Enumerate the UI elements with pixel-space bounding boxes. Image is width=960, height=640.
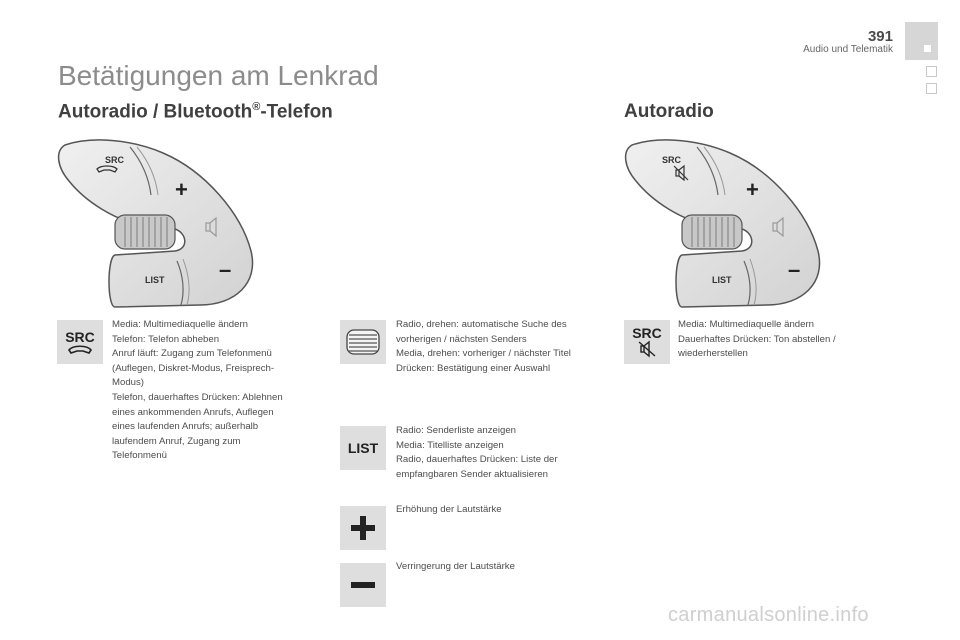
- src-phone-icon-tile: [57, 320, 103, 364]
- mute-speaker-icon: [637, 340, 657, 358]
- src-icon-label: SRC: [65, 329, 95, 345]
- src-icon-label: SRC: [632, 325, 662, 341]
- left-heading: [58, 101, 333, 123]
- volume-plus-symbol[interactable]: +: [746, 177, 759, 202]
- src-mute-icon-tile: [624, 320, 670, 364]
- wheel-icon-tile: [340, 320, 386, 364]
- src-phone-description: Media: Multimediaquelle ändern Telefon: Telefon abheben Anruf läuft: Zugang zum Telefonmenü (Auflegen, Diskret-Modus, Freisprech- Modus) Telefon, dauerhaftes Drücken: Ablehnen eines ankommenden Anrufs, Auflegen eines laufenden Anrufs; außerhalb laufendem Anruf, Zugang zum Telefonmenü: [112, 319, 283, 462]
- volume-plus-symbol[interactable]: +: [175, 177, 188, 202]
- volume-up-description: Erhöhung der Lautstärke: [396, 504, 502, 515]
- left-heading-main: Autoradio / Bluetooth: [58, 101, 253, 123]
- thumb-wheel[interactable]: [115, 215, 175, 249]
- phone-handset-icon: [67, 344, 93, 354]
- list-button-label[interactable]: LIST: [712, 275, 732, 285]
- right-heading: Autoradio: [624, 101, 714, 122]
- list-description: Radio: Senderliste anzeigen Media: Titelliste anzeigen Radio, dauerhaftes Drücken: Liste der empfangbaren Sender aktualisieren: [396, 425, 558, 480]
- volume-minus-symbol[interactable]: –: [788, 257, 801, 282]
- volume-down-icon-tile: [340, 563, 386, 607]
- page-number: 391: [867, 28, 893, 45]
- src-mute-description: Media: Multimediaquelle ändern Dauerhaftes Drücken: Ton abstellen / wiederherstellen: [678, 319, 836, 360]
- thumb-wheel-icon: [346, 329, 380, 355]
- registered-mark: ®: [252, 101, 261, 113]
- page-title: Betätigungen am Lenkrad: [58, 60, 379, 91]
- list-icon-label: LIST: [347, 440, 379, 456]
- footer-watermark: carmanualsonline.info: [668, 604, 869, 626]
- volume-minus-symbol[interactable]: –: [219, 257, 232, 282]
- list-button-label[interactable]: LIST: [145, 275, 165, 285]
- chapter-tab-active[interactable]: [905, 22, 938, 60]
- chapter-tab[interactable]: [926, 83, 937, 94]
- left-heading-suffix: -Telefon: [260, 101, 333, 123]
- steering-controls-phone-illustration: [55, 133, 265, 313]
- plus-icon: [350, 515, 376, 541]
- volume-up-icon-tile: [340, 506, 386, 550]
- thumb-wheel[interactable]: [682, 215, 742, 249]
- volume-down-description: Verringerung der Lautstärke: [396, 561, 515, 572]
- section-label: Audio und Telematik: [803, 44, 893, 55]
- wheel-description: Radio, drehen: automatische Suche des vorherigen / nächsten Senders Media, drehen: vorheriger / nächster Titel Drücken: Bestätigung einer Auswahl: [396, 319, 571, 374]
- src-button-label[interactable]: SRC: [662, 155, 682, 165]
- steering-controls-mute-illustration: [622, 133, 832, 313]
- chapter-tab[interactable]: [926, 66, 937, 77]
- minus-icon: [350, 572, 376, 598]
- src-button-label[interactable]: SRC: [105, 155, 125, 165]
- list-icon-tile: [340, 426, 386, 470]
